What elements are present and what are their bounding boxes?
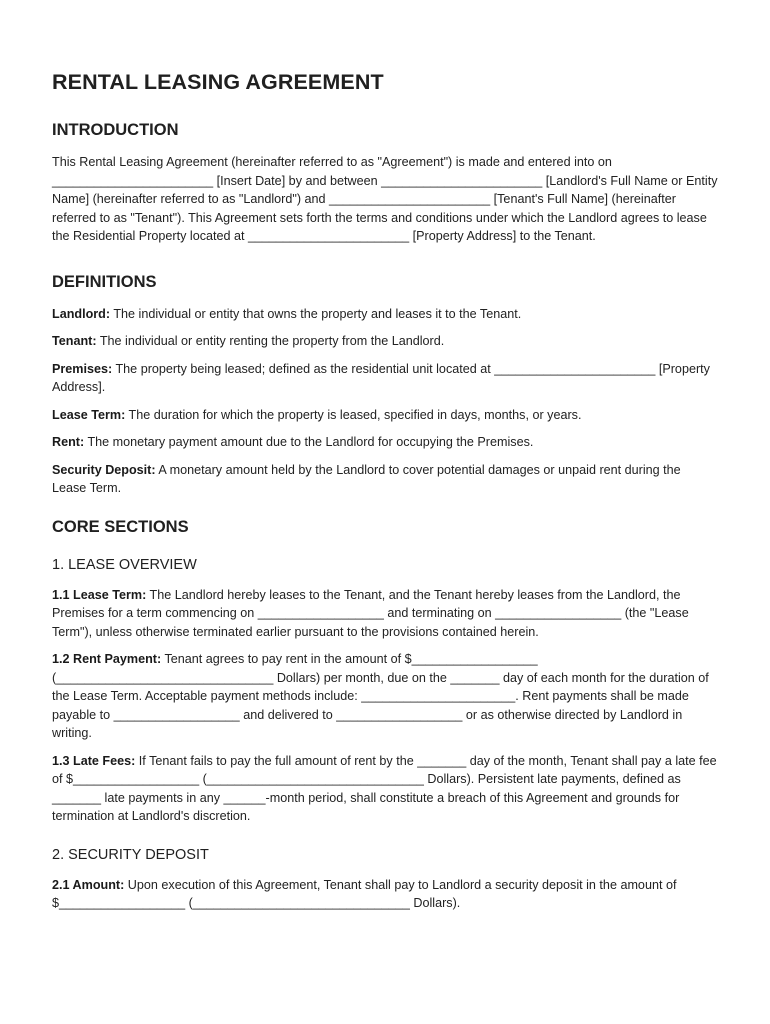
definitions-heading: DEFINITIONS: [52, 272, 157, 291]
clause-text: The Landlord hereby leases to the Tenant, and the Tenant hereby leases from the Landlord, the Premises for a term commencing on __________________ and terminating on __________________ (the "Lease Term"), unless otherwise terminated earlier pursuant to the provisions contained herein.: [52, 587, 689, 639]
section-security-deposit: [52, 847, 718, 913]
definitions-section: [52, 273, 718, 498]
definition-lease-term: [52, 406, 718, 425]
definition-landlord: [52, 305, 718, 324]
clause-text: If Tenant fails to pay the full amount of rent by the _______ day of the month, Tenant shall pay a late fee of $__________________ (_______________________________ Dollars). Persistent late payments, defined as _______ late payments in any ______-month period, shall constitute a breach of this Agreement and grounds for termination at Landlord's discretion.: [52, 753, 717, 823]
introduction-paragraph: This Rental Leasing Agreement (hereinafter referred to as "Agreement") is made and entered into on _______________________ [Insert Date] by and between _______________________ [Landlord's Full Name or Entity Name] (hereinafter referred to as "Landlord") and _______________________ [Tenant's Full Name] (hereinafter referred to as "Tenant"). This Agreement sets forth the terms and conditions under which the Landlord agrees to lease the Residential Property located at _______________________ [Property Address] to the Tenant.: [52, 155, 718, 243]
clause-lease-term: [52, 586, 718, 642]
definition-term: Security Deposit:: [52, 462, 156, 477]
definition-rent: [52, 433, 718, 452]
clause-term: 2.1 Amount:: [52, 877, 125, 892]
definition-tenant: [52, 332, 718, 351]
definition-term: Landlord:: [52, 306, 111, 321]
definition-security-deposit: [52, 461, 718, 498]
definition-premises: [52, 360, 718, 397]
clause-text: Upon execution of this Agreement, Tenant shall pay to Landlord a security deposit in the amount of $__________________ (_______________________________ Dollars).: [52, 877, 677, 910]
definition-term: Tenant:: [52, 334, 97, 348]
clause-text: Tenant agrees to pay rent in the amount of $__________________ (_______________________________ Dollars) per month, due on the _______ day of each month for the duration of the Lease Term. Acceptable payment methods include: ______________________. Rent payments shall be made payable to __________________ and delivered to __________________ or as otherwise directed by Landlord in writing.: [52, 652, 709, 740]
clause-term: 1.1 Lease Term:: [52, 587, 147, 602]
clause-amount: [52, 876, 718, 913]
definition-text: The duration for which the property is leased, specified in days, months, or years.: [125, 407, 582, 422]
section-heading: 1. LEASE OVERVIEW: [52, 556, 197, 573]
clause-term: 1.3 Late Fees:: [52, 753, 136, 768]
section-heading: 2. SECURITY DEPOSIT: [52, 846, 209, 863]
document-title: RENTAL LEASING AGREEMENT: [52, 70, 384, 94]
definition-term: Lease Term:: [52, 407, 126, 422]
introduction-heading: INTRODUCTION: [52, 121, 179, 139]
definition-term: Premises:: [52, 361, 113, 376]
definition-text: The individual or entity that owns the property and leases it to the Tenant.: [110, 306, 522, 321]
introduction-section: [52, 121, 718, 246]
definition-text: The monetary payment amount due to the Landlord for occupying the Premises.: [84, 435, 534, 449]
definition-term: Rent:: [52, 435, 85, 449]
clause-term: 1.2 Rent Payment:: [52, 652, 162, 666]
core-sections-heading: CORE SECTIONS: [52, 517, 189, 536]
definition-text: The individual or entity renting the property from the Landlord.: [96, 334, 445, 348]
definition-text: The property being leased; defined as the residential unit located at _______________________ [Property Address].: [52, 361, 710, 394]
clause-rent-payment: [52, 650, 718, 743]
section-lease-overview: [52, 557, 718, 826]
core-sections: [52, 518, 718, 913]
clause-late-fees: [52, 752, 718, 826]
definition-text: A monetary amount held by the Landlord to cover potential damages or unpaid rent during the Lease Term.: [52, 462, 681, 495]
